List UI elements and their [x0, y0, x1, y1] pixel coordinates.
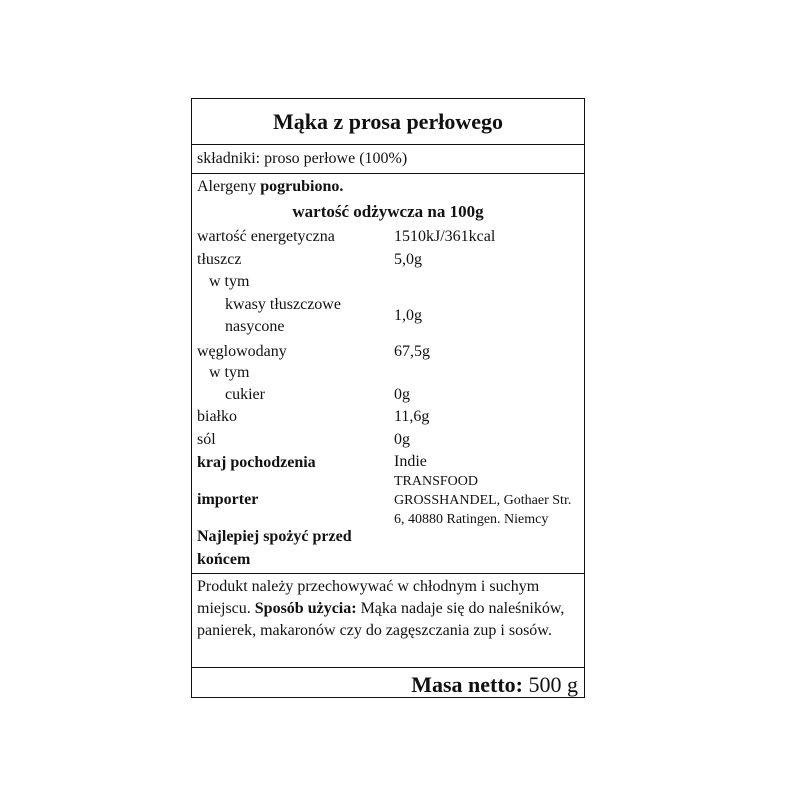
- nutrition-label-fat: tłuszcz: [197, 251, 242, 268]
- importer-line-3: 6, 40880 Ratingen. Niemcy: [394, 512, 549, 527]
- ingredients-text: składniki: proso perłowe (100%): [197, 150, 408, 167]
- nutrition-label-carbohydrates: węglowodany: [197, 343, 287, 360]
- allergens-note: [197, 177, 343, 197]
- origin-value: Indie: [394, 453, 427, 470]
- usage-heading: Sposób użycia:: [254, 600, 357, 617]
- importer-line-2: GROSSHANDEL, Gothaer Str.: [394, 493, 572, 508]
- nutrition-value-fat: 5,0g: [394, 251, 422, 268]
- nutrition-label-of-which: w tym: [209, 273, 250, 290]
- net-weight-label: Masa netto:: [411, 672, 523, 697]
- nutrition-value-sugars: 0g: [394, 386, 410, 403]
- nutrition-value-carbohydrates: 67,5g: [394, 343, 430, 360]
- nutrition-label-sugars: cukier: [225, 386, 265, 403]
- nutrition-value-energy: 1510kJ/361kcal: [394, 228, 496, 245]
- divider: [192, 173, 584, 174]
- divider: [192, 573, 584, 574]
- allergens-bold: pogrubiono.: [260, 178, 344, 195]
- best-before-line-1: Najlepiej spożyć przed: [197, 528, 352, 545]
- allergens-prefix: Alergeny: [197, 178, 261, 195]
- importer-address: [394, 472, 584, 529]
- nutrition-label-protein: białko: [197, 408, 237, 425]
- nutrition-value-saturates: 1,0g: [394, 307, 422, 324]
- nutrition-label-salt: sól: [197, 431, 216, 448]
- divider: [192, 144, 584, 145]
- product-label: [191, 98, 585, 698]
- nutrition-label-of-which: w tym: [209, 364, 250, 381]
- nutrition-label-saturates-1: kwasy tłuszczowe: [225, 296, 341, 313]
- product-title: Mąka z prosa perłowego: [273, 109, 503, 134]
- nutrition-value-protein: 11,6g: [394, 408, 430, 425]
- origin-label: kraj pochodzenia: [197, 454, 316, 471]
- importer-label: importer: [197, 491, 259, 508]
- usage-text: Mąka nadaje się do naleśników, panierek, makaronów czy do zagęszczania zup i sosów.: [197, 600, 565, 639]
- storage-text: Produkt należy przechowywać w chłodnym i suchym miejscu.: [197, 578, 540, 617]
- nutrition-value-salt: 0g: [394, 431, 410, 448]
- nutrition-label-saturates-2: nasycone: [225, 318, 285, 335]
- best-before-line-2: końcem: [197, 551, 251, 568]
- divider: [192, 667, 584, 668]
- importer-line-1: TRANSFOOD: [394, 474, 479, 489]
- nutrition-label-energy: wartość energetyczna: [197, 228, 335, 245]
- nutrition-heading: wartość odżywcza na 100g: [292, 202, 484, 221]
- net-weight-value: 500 g: [523, 672, 578, 697]
- storage-and-usage-text: [197, 576, 581, 642]
- net-weight: [411, 672, 578, 698]
